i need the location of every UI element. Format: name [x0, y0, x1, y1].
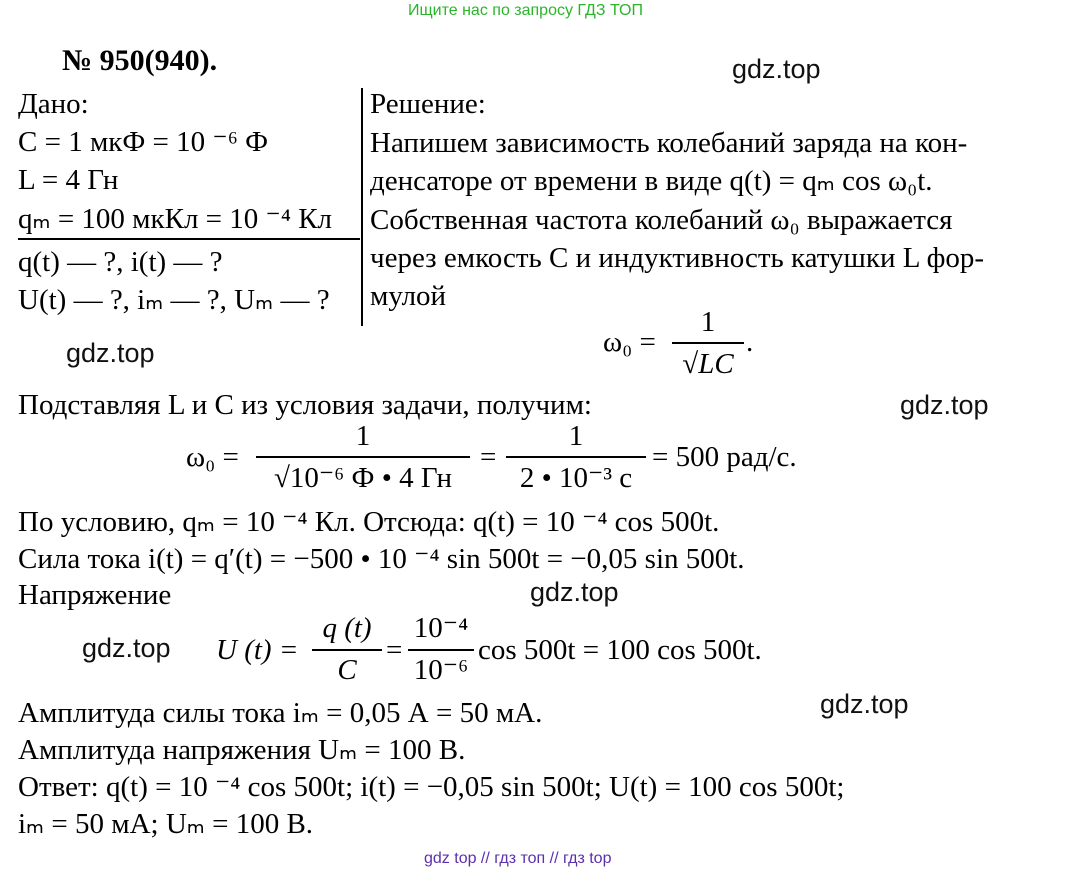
formula2-numerator-1: 1	[355, 420, 371, 452]
formula3-denominator-2: 10⁻⁶	[413, 654, 469, 686]
formula3-fraction-bar-1	[312, 649, 382, 651]
watermark: gdz.top	[732, 54, 821, 84]
formula3-denominator-1: C	[337, 654, 357, 686]
solution-line: Напишем зависимость колебаний заряда на кон-	[370, 127, 968, 159]
formula1-denominator: √LC	[682, 348, 734, 380]
find-line: q(t) — ?, i(t) — ?	[18, 246, 223, 278]
given-divider	[18, 238, 360, 240]
formula2-result: = 500 рад/с.	[652, 441, 797, 473]
condition-line: По условию, qₘ = 10 ⁻⁴ Кл. Отсюда: q(t) = 10 ⁻⁴ cos 500t.	[18, 506, 720, 538]
answer-line: iₘ = 50 мА; Uₘ = 100 В.	[18, 808, 314, 840]
answer-line: Ответ: q(t) = 10 ⁻⁴ cos 500t; i(t) = −0,05 sin 500t; U(t) = 100 cos 500t;	[18, 771, 845, 803]
problem-title: № 950(940).	[62, 44, 218, 77]
formula3-equals: =	[386, 634, 403, 666]
formula1-lhs: ω₀ =	[603, 326, 656, 358]
top-banner: Ищите нас по запросу ГДЗ ТОП	[408, 2, 643, 19]
watermark: gdz.top	[820, 689, 909, 719]
watermark: gdz.top	[530, 577, 619, 607]
given-line: qₘ = 100 мкКл = 10 ⁻⁴ Кл	[18, 203, 333, 235]
formula2-numerator-2: 1	[568, 420, 584, 452]
solution-header: Решение:	[370, 88, 486, 120]
formula3-tail: cos 500t = 100 cos 500t.	[478, 634, 762, 666]
current-line: Сила тока i(t) = q′(t) = −500 • 10 ⁻⁴ sin 500t = −0,05 sin 500t.	[18, 543, 745, 575]
given-line: C = 1 мкФ = 10 ⁻⁶ Ф	[18, 126, 268, 158]
formula3-numerator-2: 10⁻⁴	[413, 612, 469, 644]
given-line: L = 4 Гн	[18, 164, 119, 196]
formula3-lhs: U (t) =	[216, 634, 299, 666]
formula2-fraction-bar-1	[256, 456, 470, 458]
formula2-lhs: ω₀ =	[186, 441, 239, 473]
formula2-denominator-1: √10⁻⁶ Ф • 4 Гн	[273, 462, 453, 494]
solution-line: Собственная частота колебаний ω₀ выражается	[370, 204, 953, 236]
formula1-numerator: 1	[700, 306, 716, 338]
amp-voltage-line: Амплитуда напряжения Uₘ = 100 В.	[18, 734, 466, 766]
substitute-line: Подставляя L и C из условия задачи, получим:	[18, 389, 592, 421]
formula2-denominator-2: 2 • 10⁻³ с	[519, 462, 633, 494]
voltage-label: Напряжение	[18, 579, 172, 611]
watermark: gdz.top	[82, 633, 171, 663]
amp-current-line: Амплитуда силы тока iₘ = 0,05 А = 50 мА.	[18, 697, 543, 729]
formula2-equals: =	[480, 441, 497, 473]
watermark: gdz.top	[66, 338, 155, 368]
formula1-tail: .	[746, 326, 754, 358]
formula2-fraction-bar-2	[506, 456, 646, 458]
given-separator	[361, 88, 363, 326]
watermark: gdz.top	[900, 390, 989, 420]
formula1-fraction-bar	[672, 342, 744, 344]
find-line: U(t) — ?, iₘ — ?, Uₘ — ?	[18, 284, 330, 316]
bottom-banner: gdz top // гдз топ // гдз top	[424, 850, 612, 867]
solution-line: мулой	[370, 280, 447, 312]
given-header: Дано:	[18, 88, 89, 120]
formula3-fraction-bar-2	[408, 649, 474, 651]
solution-line: денсаторе от времени в виде q(t) = qₘ cos ω₀t.	[370, 165, 933, 197]
formula3-numerator-1: q (t)	[322, 612, 372, 644]
solution-line: через емкость C и индуктивность катушки L фор-	[370, 242, 985, 274]
